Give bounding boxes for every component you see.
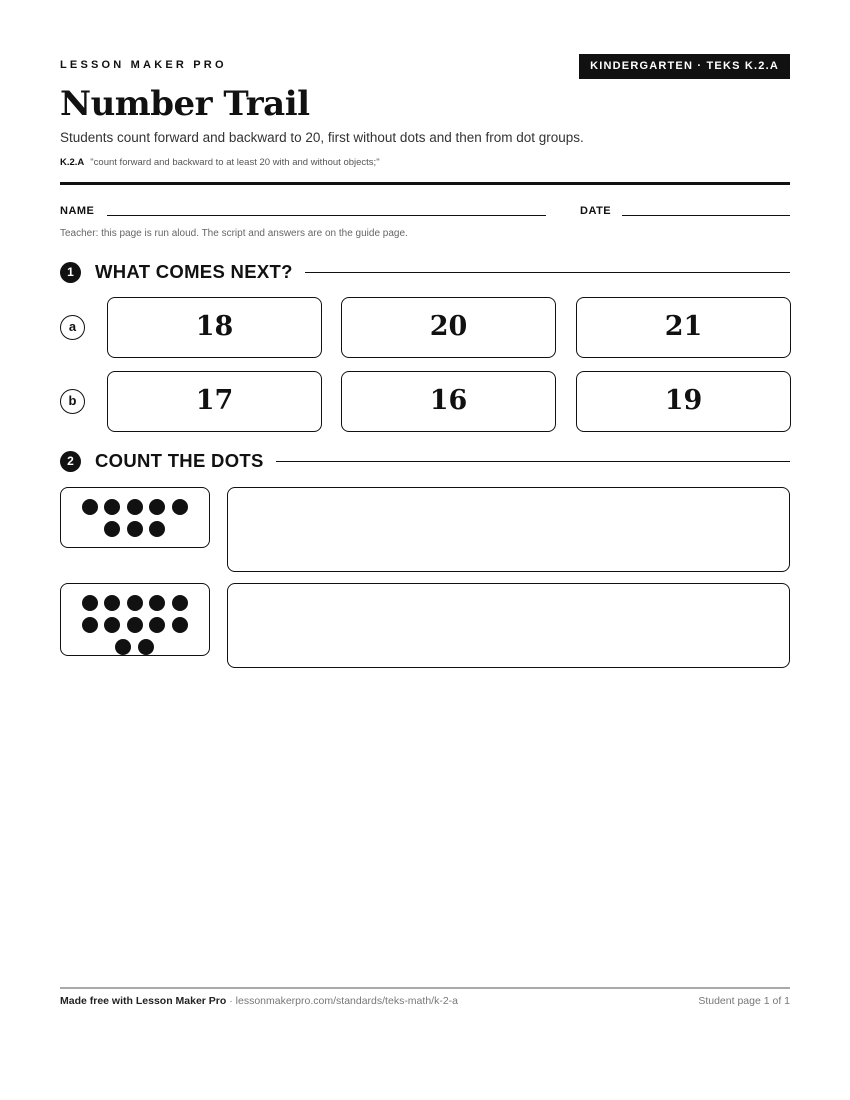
section-what-comes-next-heading	[60, 260, 790, 284]
row-letter-b: b	[60, 389, 85, 414]
number-card: 19	[576, 371, 791, 432]
count-dot	[104, 521, 120, 537]
number-card: 16	[341, 371, 556, 432]
count-dot	[127, 617, 143, 633]
count-dot	[172, 595, 188, 611]
count-dot	[172, 617, 188, 633]
number-card: 17	[107, 371, 322, 432]
standard-code: K.2.A	[60, 157, 85, 168]
answer-write-box[interactable]	[227, 487, 790, 572]
count-dot	[115, 639, 131, 655]
standard-text: "count forward and backward to at least 20 with and without objects;"	[90, 157, 380, 168]
page-subtitle: Students count forward and backward to 20, first without dots and then from dot groups.	[60, 130, 584, 145]
name-label: NAME	[60, 205, 95, 217]
count-dot	[149, 499, 165, 515]
count-dot	[104, 499, 120, 515]
teacher-note: Teacher: this page is run aloud. The script and answers are on the guide page.	[60, 228, 408, 239]
page-title: Number Trail	[60, 84, 310, 124]
count-dot	[149, 521, 165, 537]
section-number-badge: 1	[60, 262, 81, 283]
section-title: COUNT THE DOTS	[95, 449, 276, 473]
grade-standard-badge: KINDERGARTEN · TEKS K.2.A	[579, 54, 790, 79]
count-dot	[149, 595, 165, 611]
brand-name: LESSON MAKER PRO	[60, 59, 227, 71]
count-dot	[82, 499, 98, 515]
section-count-the-dots-heading	[60, 449, 790, 473]
date-label: DATE	[580, 205, 612, 217]
footer-divider	[60, 987, 790, 989]
number-card: 18	[107, 297, 322, 358]
footer-url[interactable]: lessonmakerpro.com/standards/teks-math/k-2-a	[235, 995, 458, 1007]
dot-group-card	[60, 583, 210, 656]
count-dot	[172, 499, 188, 515]
count-dot	[127, 521, 143, 537]
count-dot	[138, 639, 154, 655]
standard-reference	[60, 157, 380, 168]
header-divider	[60, 182, 790, 185]
footer-made-with: Made free with Lesson Maker Pro	[60, 995, 227, 1007]
count-dot	[127, 595, 143, 611]
count-dot	[127, 499, 143, 515]
count-dot	[104, 595, 120, 611]
number-card: 20	[341, 297, 556, 358]
dot-group-card	[60, 487, 210, 548]
answer-write-box[interactable]	[227, 583, 790, 668]
footer-credit	[60, 995, 458, 1007]
row-letter-a: a	[60, 315, 85, 340]
footer-page-number: Student page 1 of 1	[698, 995, 790, 1007]
number-card: 21	[576, 297, 791, 358]
section-title: WHAT COMES NEXT?	[95, 260, 305, 284]
name-write-line[interactable]	[107, 215, 546, 216]
count-dot	[149, 617, 165, 633]
worksheet-page	[60, 0, 790, 1100]
count-dot	[104, 617, 120, 633]
footer-separator: ·	[226, 995, 236, 1007]
count-dot	[82, 595, 98, 611]
count-dot	[82, 617, 98, 633]
date-write-line[interactable]	[622, 215, 790, 216]
section-number-badge: 2	[60, 451, 81, 472]
